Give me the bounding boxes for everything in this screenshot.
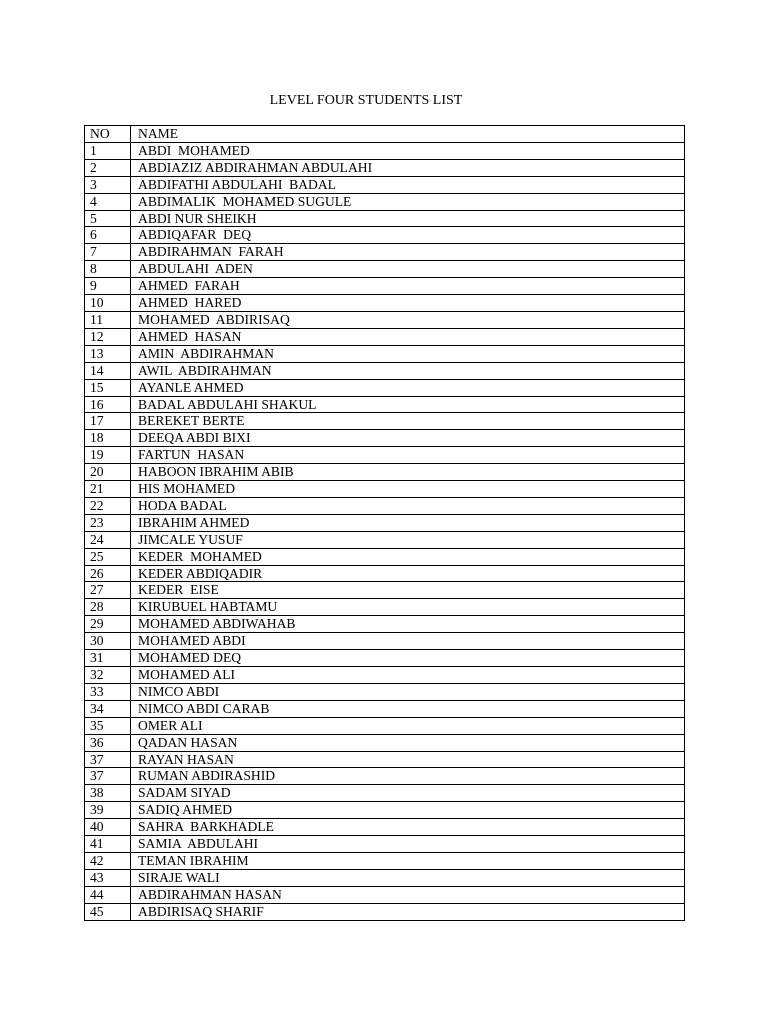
table-row: [85, 379, 685, 396]
students-table: [84, 125, 685, 921]
student-number: 2: [85, 159, 131, 176]
student-number: 23: [85, 514, 131, 531]
student-number: 25: [85, 548, 131, 565]
student-name: SIRAJE WALI: [131, 869, 685, 886]
student-name: BADAL ABDULAHI SHAKUL: [131, 396, 685, 413]
table-row: [85, 311, 685, 328]
table-row: [85, 700, 685, 717]
student-name: MOHAMED DEQ: [131, 650, 685, 667]
student-number: 24: [85, 531, 131, 548]
student-name: BEREKET BERTE: [131, 413, 685, 430]
table-row: [85, 531, 685, 548]
student-number: 1: [85, 142, 131, 159]
student-number: 43: [85, 869, 131, 886]
table-header-row: [85, 126, 685, 143]
table-row: [85, 514, 685, 531]
student-number: 32: [85, 667, 131, 684]
student-number: 14: [85, 362, 131, 379]
student-number: 36: [85, 734, 131, 751]
student-number: 21: [85, 481, 131, 498]
table-row: [85, 193, 685, 210]
student-number: 7: [85, 244, 131, 261]
student-name: SAMIA ABDULAHI: [131, 836, 685, 853]
table-row: [85, 497, 685, 514]
student-number: 17: [85, 413, 131, 430]
student-name: IBRAHIM AHMED: [131, 514, 685, 531]
student-number: 15: [85, 379, 131, 396]
student-number: 33: [85, 683, 131, 700]
student-name: JIMCALE YUSUF: [131, 531, 685, 548]
student-name: AHMED FARAH: [131, 278, 685, 295]
student-name: ABDI NUR SHEIKH: [131, 210, 685, 227]
student-name: AYANLE AHMED: [131, 379, 685, 396]
student-number: 28: [85, 599, 131, 616]
table-row: [85, 650, 685, 667]
table-row: [85, 244, 685, 261]
student-number: 11: [85, 311, 131, 328]
student-name: ABDIQAFAR DEQ: [131, 227, 685, 244]
student-name: MOHAMED ABDI: [131, 633, 685, 650]
table-row: [85, 616, 685, 633]
table-row: [85, 328, 685, 345]
student-name: KIRUBUEL HABTAMU: [131, 599, 685, 616]
student-number: 22: [85, 497, 131, 514]
table-row: [85, 447, 685, 464]
student-number: 45: [85, 903, 131, 920]
table-row: [85, 278, 685, 295]
table-row: [85, 717, 685, 734]
student-name: ABDIAZIZ ABDIRAHMAN ABDULAHI: [131, 159, 685, 176]
table-row: [85, 667, 685, 684]
student-number: 9: [85, 278, 131, 295]
table-row: [85, 565, 685, 582]
table-row: [85, 548, 685, 565]
student-name: MOHAMED ABDIWAHAB: [131, 616, 685, 633]
student-number: 6: [85, 227, 131, 244]
table-row: [85, 819, 685, 836]
table-row: [85, 464, 685, 481]
student-name: HODA BADAL: [131, 497, 685, 514]
students-table-body: [85, 142, 685, 920]
table-row: [85, 683, 685, 700]
table-row: [85, 836, 685, 853]
student-name: NIMCO ABDI CARAB: [131, 700, 685, 717]
student-number: 3: [85, 176, 131, 193]
student-number: 19: [85, 447, 131, 464]
student-name: SADIQ AHMED: [131, 802, 685, 819]
student-number: 4: [85, 193, 131, 210]
student-name: TEMAN IBRAHIM: [131, 852, 685, 869]
table-row: [85, 802, 685, 819]
student-name: OMER ALI: [131, 717, 685, 734]
student-name: HABOON IBRAHIM ABIB: [131, 464, 685, 481]
student-number: 27: [85, 582, 131, 599]
student-name: KEDER ABDIQADIR: [131, 565, 685, 582]
student-name: ABDI MOHAMED: [131, 142, 685, 159]
table-row: [85, 261, 685, 278]
student-number: 29: [85, 616, 131, 633]
student-name: MOHAMED ABDIRISAQ: [131, 311, 685, 328]
table-row: [85, 734, 685, 751]
student-name: HIS MOHAMED: [131, 481, 685, 498]
student-number: 26: [85, 565, 131, 582]
student-number: 18: [85, 430, 131, 447]
student-name: MOHAMED ALI: [131, 667, 685, 684]
student-number: 30: [85, 633, 131, 650]
table-row: [85, 768, 685, 785]
document-title: LEVEL FOUR STUDENTS LIST: [269, 93, 463, 108]
student-number: 16: [85, 396, 131, 413]
column-header-no: NO: [85, 126, 131, 143]
student-name: AHMED HASAN: [131, 328, 685, 345]
student-name: AMIN ABDIRAHMAN: [131, 345, 685, 362]
table-row: [85, 599, 685, 616]
table-row: [85, 785, 685, 802]
student-name: FARTUN HASAN: [131, 447, 685, 464]
table-row: [85, 396, 685, 413]
student-name: ABDIRAHMAN HASAN: [131, 886, 685, 903]
table-row: [85, 481, 685, 498]
student-name: ABDIRISAQ SHARIF: [131, 903, 685, 920]
student-number: 20: [85, 464, 131, 481]
student-name: AWIL ABDIRAHMAN: [131, 362, 685, 379]
student-number: 38: [85, 785, 131, 802]
student-name: KEDER MOHAMED: [131, 548, 685, 565]
table-row: [85, 210, 685, 227]
student-number: 5: [85, 210, 131, 227]
student-number: 37: [85, 751, 131, 768]
student-name: ABDIRAHMAN FARAH: [131, 244, 685, 261]
table-row: [85, 582, 685, 599]
table-row: [85, 345, 685, 362]
table-row: [85, 869, 685, 886]
student-name: ABDIMALIK MOHAMED SUGULE: [131, 193, 685, 210]
student-name: SAHRA BARKHADLE: [131, 819, 685, 836]
student-number: 31: [85, 650, 131, 667]
student-name: AHMED HARED: [131, 295, 685, 312]
student-number: 35: [85, 717, 131, 734]
student-name: QADAN HASAN: [131, 734, 685, 751]
student-number: 44: [85, 886, 131, 903]
table-row: [85, 633, 685, 650]
student-name: NIMCO ABDI: [131, 683, 685, 700]
table-row: [85, 362, 685, 379]
table-row: [85, 227, 685, 244]
table-row: [85, 159, 685, 176]
table-row: [85, 751, 685, 768]
student-number: 37: [85, 768, 131, 785]
table-row: [85, 886, 685, 903]
table-row: [85, 176, 685, 193]
student-number: 10: [85, 295, 131, 312]
student-name: RUMAN ABDIRASHID: [131, 768, 685, 785]
student-name: ABDIFATHI ABDULAHI BADAL: [131, 176, 685, 193]
student-number: 40: [85, 819, 131, 836]
student-number: 42: [85, 852, 131, 869]
table-row: [85, 852, 685, 869]
student-number: 34: [85, 700, 131, 717]
table-row: [85, 903, 685, 920]
student-name: DEEQA ABDI BIXI: [131, 430, 685, 447]
table-row: [85, 413, 685, 430]
student-name: RAYAN HASAN: [131, 751, 685, 768]
student-number: 39: [85, 802, 131, 819]
column-header-name: NAME: [131, 126, 685, 143]
student-number: 8: [85, 261, 131, 278]
student-name: SADAM SIYAD: [131, 785, 685, 802]
student-number: 13: [85, 345, 131, 362]
student-number: 12: [85, 328, 131, 345]
student-name: KEDER EISE: [131, 582, 685, 599]
student-name: ABDULAHI ADEN: [131, 261, 685, 278]
table-row: [85, 430, 685, 447]
table-row: [85, 142, 685, 159]
student-number: 41: [85, 836, 131, 853]
table-row: [85, 295, 685, 312]
